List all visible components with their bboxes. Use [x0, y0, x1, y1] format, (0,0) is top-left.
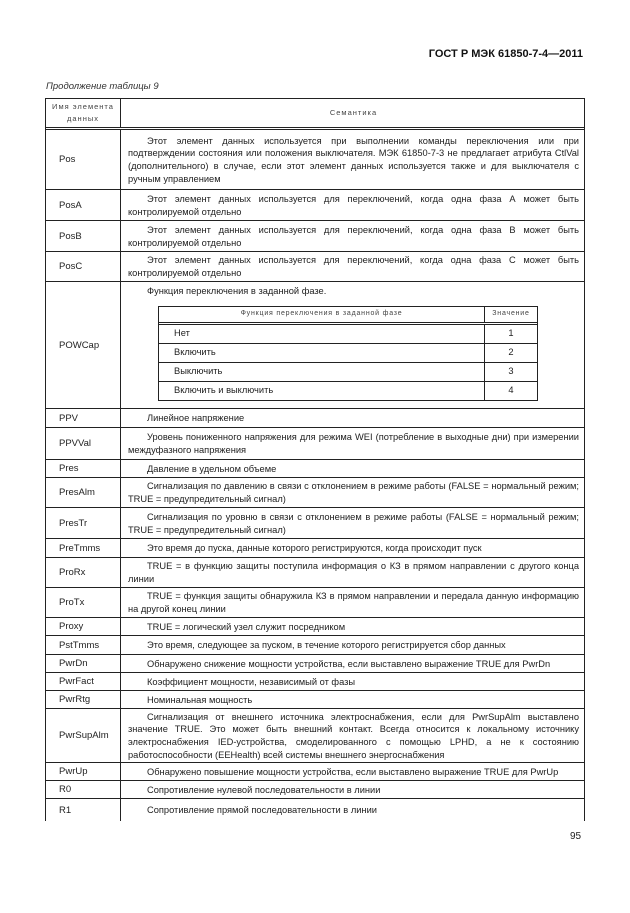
data-element-name: PresAlm [46, 478, 121, 507]
data-element-name: PwrRtg [46, 691, 121, 708]
semantics-cell [121, 428, 584, 459]
table-row [46, 190, 584, 221]
semantics-cell [121, 691, 584, 708]
semantics-text: Коэффициент мощности, независимый от фазы [147, 676, 356, 687]
semantics-cell [121, 618, 584, 635]
table-row [46, 252, 584, 282]
data-element-name: PPVVal [46, 428, 121, 459]
semantics-text: Этот элемент данных используется для переключений, когда одна фаза С может быть контролируемой отдельно [128, 255, 579, 278]
semantics-cell [121, 190, 584, 220]
semantics-text: Сигнализация от внешнего источника электроснабжения, если для PwrSupAlm выставлено значение TRUE. Это может быть внешний контакт. Всегда относится к локальному источнику электроснабжения IED-устройства, смоделированного с помощью LPHD, а не к состоянию работоспособности (EEHealth) всей системы внешнего энергоснабжения [128, 711, 579, 760]
semantics-cell [121, 221, 584, 251]
semantics-text: Обнаружено снижение мощности устройства, если выставлено выражение TRUE для PwrDn [147, 658, 551, 669]
table-row [46, 655, 584, 673]
data-element-name: PwrSupAlm [46, 709, 121, 762]
data-element-name: PwrUp [46, 763, 121, 780]
semantics-text: Этот элемент данных используется для переключений, когда одна фаза В может быть контролируемой отдельно [128, 224, 579, 248]
semantics-cell [121, 539, 584, 557]
data-table [45, 98, 585, 821]
data-element-name: PPV [46, 409, 121, 427]
semantics-text: Линейное напряжение [147, 413, 245, 424]
table-row [46, 618, 584, 636]
function-value: 2 [508, 347, 514, 358]
function-label: Включить и выключить [159, 382, 485, 400]
semantics-text: Давление в удельном объеме [147, 463, 277, 474]
subtable [158, 306, 538, 401]
semantics-text: Уровень пониженного напряжения для режима WEI (потребление в выходные дни) при измерении междуфазного напряжения [128, 432, 579, 455]
semantics-cell [121, 655, 584, 672]
data-element-name: ProTx [46, 588, 121, 617]
function-value: 3 [508, 366, 514, 377]
semantics-cell [121, 409, 584, 427]
table-row [46, 799, 584, 821]
semantics-text: Сопротивление нулевой последовательности в линии [147, 784, 381, 795]
semantics-cell [121, 636, 584, 654]
document-header: ГОСТ Р МЭК 61850-7-4—2011 [428, 48, 583, 60]
semantics-cell [121, 709, 584, 762]
data-element-name: PosC [46, 252, 121, 281]
table-row [46, 673, 584, 691]
semantics-text: Обнаружено повышение мощности устройства, если выставлено выражение TRUE для PwrUp [147, 766, 559, 777]
function-value: 4 [508, 385, 514, 396]
semantics-text: TRUE = логический узел служит посредником [147, 621, 346, 632]
semantics-cell [121, 460, 584, 477]
semantics-cell [121, 673, 584, 690]
data-element-name: PosB [46, 221, 121, 251]
table-row [46, 636, 584, 655]
semantics-text: Функция переключения в заданной фазе. [147, 286, 327, 296]
semantics-text: Этот элемент данных используется при выполнении команды переключения или при подтверждении состояния или положения выключателя. МЭК 61850-7-3 не предлагает атрибута CtlVal (дополнительного) в случае, если этот элемент данных используется также и для выключателя с ручным управлением [128, 135, 579, 184]
semantics-cell [121, 588, 584, 617]
subtable-row [159, 363, 537, 382]
semantics-text: Номинальная мощность [147, 694, 253, 705]
column-header-name: Имя элемента данных [46, 99, 121, 127]
table-row [46, 763, 584, 781]
table-caption: Продолжение таблицы 9 [46, 81, 159, 92]
subtable-row [159, 344, 537, 363]
semantics-text: TRUE = в функцию защиты поступила информация о КЗ в прямом направлении с другого конца линии [128, 561, 579, 584]
semantics-text: Сигнализация по давлению в связи с отклонением в режиме работы (FALSE = нормальный режим; TRUE = предупредительный сигнал) [128, 481, 579, 504]
table-row [46, 588, 584, 618]
page-number: 95 [570, 831, 582, 842]
data-element-name: R1 [46, 799, 121, 821]
table-row [46, 558, 584, 588]
table-header [46, 99, 584, 130]
function-value: 1 [508, 328, 514, 339]
function-label: Включить [159, 344, 485, 362]
semantics-text: Сигнализация по уровню в связи с отклонением в режиме работы (FALSE = нормальный режим; TRUE = предупредительный сигнал) [128, 511, 579, 535]
table-row [46, 781, 584, 799]
table-row [46, 539, 584, 558]
semantics-cell [121, 508, 584, 538]
semantics-cell [121, 763, 584, 780]
subtable-row [159, 382, 537, 400]
table-row [46, 709, 584, 763]
data-element-name: PwrFact [46, 673, 121, 690]
data-element-name: PstTmms [46, 636, 121, 654]
subtable-header [159, 307, 537, 325]
semantics-text: TRUE = функция защиты обнаружила КЗ в прямом направлении и передала данную информацию на другой конец линии [128, 591, 579, 614]
table-row [46, 409, 584, 428]
data-element-name: R0 [46, 781, 121, 798]
table-row [46, 282, 584, 409]
data-element-name: POWCap [46, 282, 121, 408]
semantics-text: Этот элемент данных используется для переключений, когда одна фаза А может быть контролируемой отдельно [128, 193, 579, 217]
semantics-cell [121, 558, 584, 587]
data-element-name: Pos [46, 130, 121, 189]
function-label: Выключить [159, 363, 485, 381]
table-row [46, 428, 584, 460]
subtable-column-value: Значение [492, 309, 530, 317]
table-row [46, 460, 584, 478]
table-row [46, 130, 584, 190]
semantics-cell [121, 282, 584, 408]
subtable-row [159, 325, 537, 344]
data-element-name: ProRx [46, 558, 121, 587]
semantics-text: Это время, следующее за пуском, в течение которого регистрируется сбор данных [147, 640, 506, 651]
table-row [46, 478, 584, 508]
data-element-name: PosA [46, 190, 121, 220]
table-row [46, 221, 584, 252]
semantics-cell [121, 130, 584, 189]
semantics-cell [121, 799, 584, 821]
semantics-text: Сопротивление прямой последовательности в линии [147, 805, 377, 816]
semantics-cell [121, 252, 584, 281]
data-element-name: Pres [46, 460, 121, 477]
subtable-column-function: Функция переключения в заданной фазе [159, 307, 485, 322]
data-element-name: PwrDn [46, 655, 121, 672]
data-element-name: Proxy [46, 618, 121, 635]
table-row [46, 508, 584, 539]
table-row [46, 691, 584, 709]
function-label: Нет [159, 325, 485, 343]
semantics-cell [121, 478, 584, 507]
data-element-name: PreTmms [46, 539, 121, 557]
data-element-name: PresTr [46, 508, 121, 538]
column-header-semantics: Семантика [329, 108, 378, 118]
semantics-cell [121, 781, 584, 798]
semantics-text: Это время до пуска, данные которого регистрируются, когда происходит пуск [147, 543, 482, 554]
